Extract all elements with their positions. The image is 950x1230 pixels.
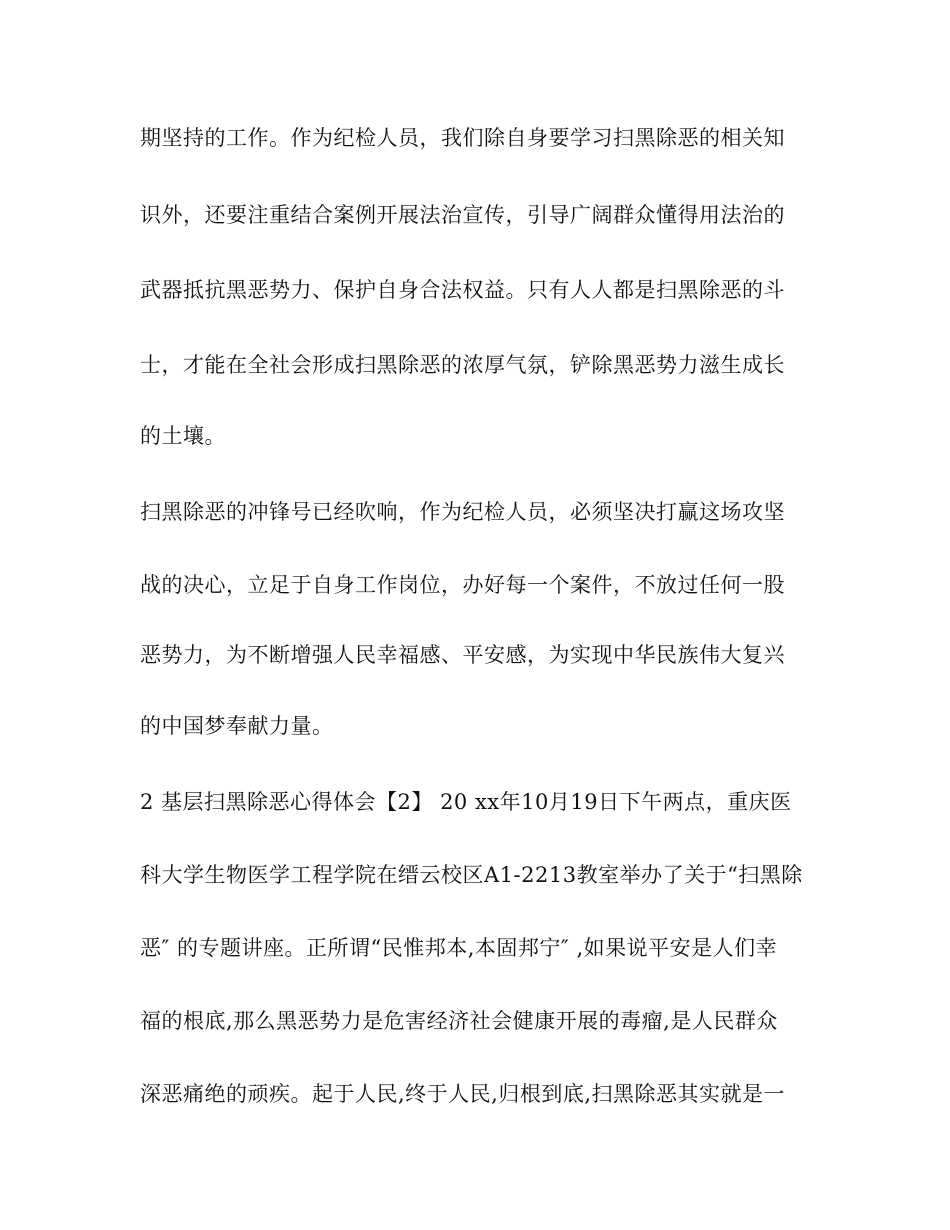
text-line: 福的根底,那么黑恶势力是危害经济社会健康开展的毒瘤,是人民群众 xyxy=(140,1009,778,1033)
text-line: 恶势力，为不断增强人民幸福感、平安感，为实现中华民族伟大复兴 xyxy=(140,643,785,667)
text-line: 识外，还要注重结合案例开展法治宣传，引导广阔群众懂得用法治的 xyxy=(140,203,785,227)
text-line: 的中国梦奉献力量。 xyxy=(140,714,334,738)
text-line: 战的决心，立足于自身工作岗位，办好每一个案件，不放过任何一股 xyxy=(140,573,785,597)
text-line: 2 基层扫黑除恶心得体会【2】 20 xx年10月19日下午两点，重庆医 xyxy=(140,790,792,814)
text-line: 的土壤。 xyxy=(140,424,226,448)
text-line: 扫黑除恶的冲锋号已经吹响，作为纪检人员，必须坚决打赢这场攻坚 xyxy=(140,500,785,524)
text-line: 恶″ 的专题讲座。正所谓“民惟邦本,本固邦宁″ ,如果说平安是人们幸 xyxy=(140,936,778,960)
text-line: 武器抵抗黑恶势力、保护自身合法权益。只有人人都是扫黑除恶的斗 xyxy=(140,278,785,302)
text-line: 士，才能在全社会形成扫黑除恶的浓厚气氛，铲除黑恶势力滋生成长 xyxy=(140,353,785,377)
text-line: 期坚持的工作。作为纪检人员，我们除自身要学习扫黑除恶的相关知 xyxy=(140,126,785,150)
text-line: 深恶痛绝的顽疾。起于人民,终于人民,归根到底,扫黑除恶其实就是一 xyxy=(140,1082,786,1106)
text-line: 科大学生物医学工程学院在缙云校区A1-2213教室举办了关于“扫黑除 xyxy=(140,863,803,887)
